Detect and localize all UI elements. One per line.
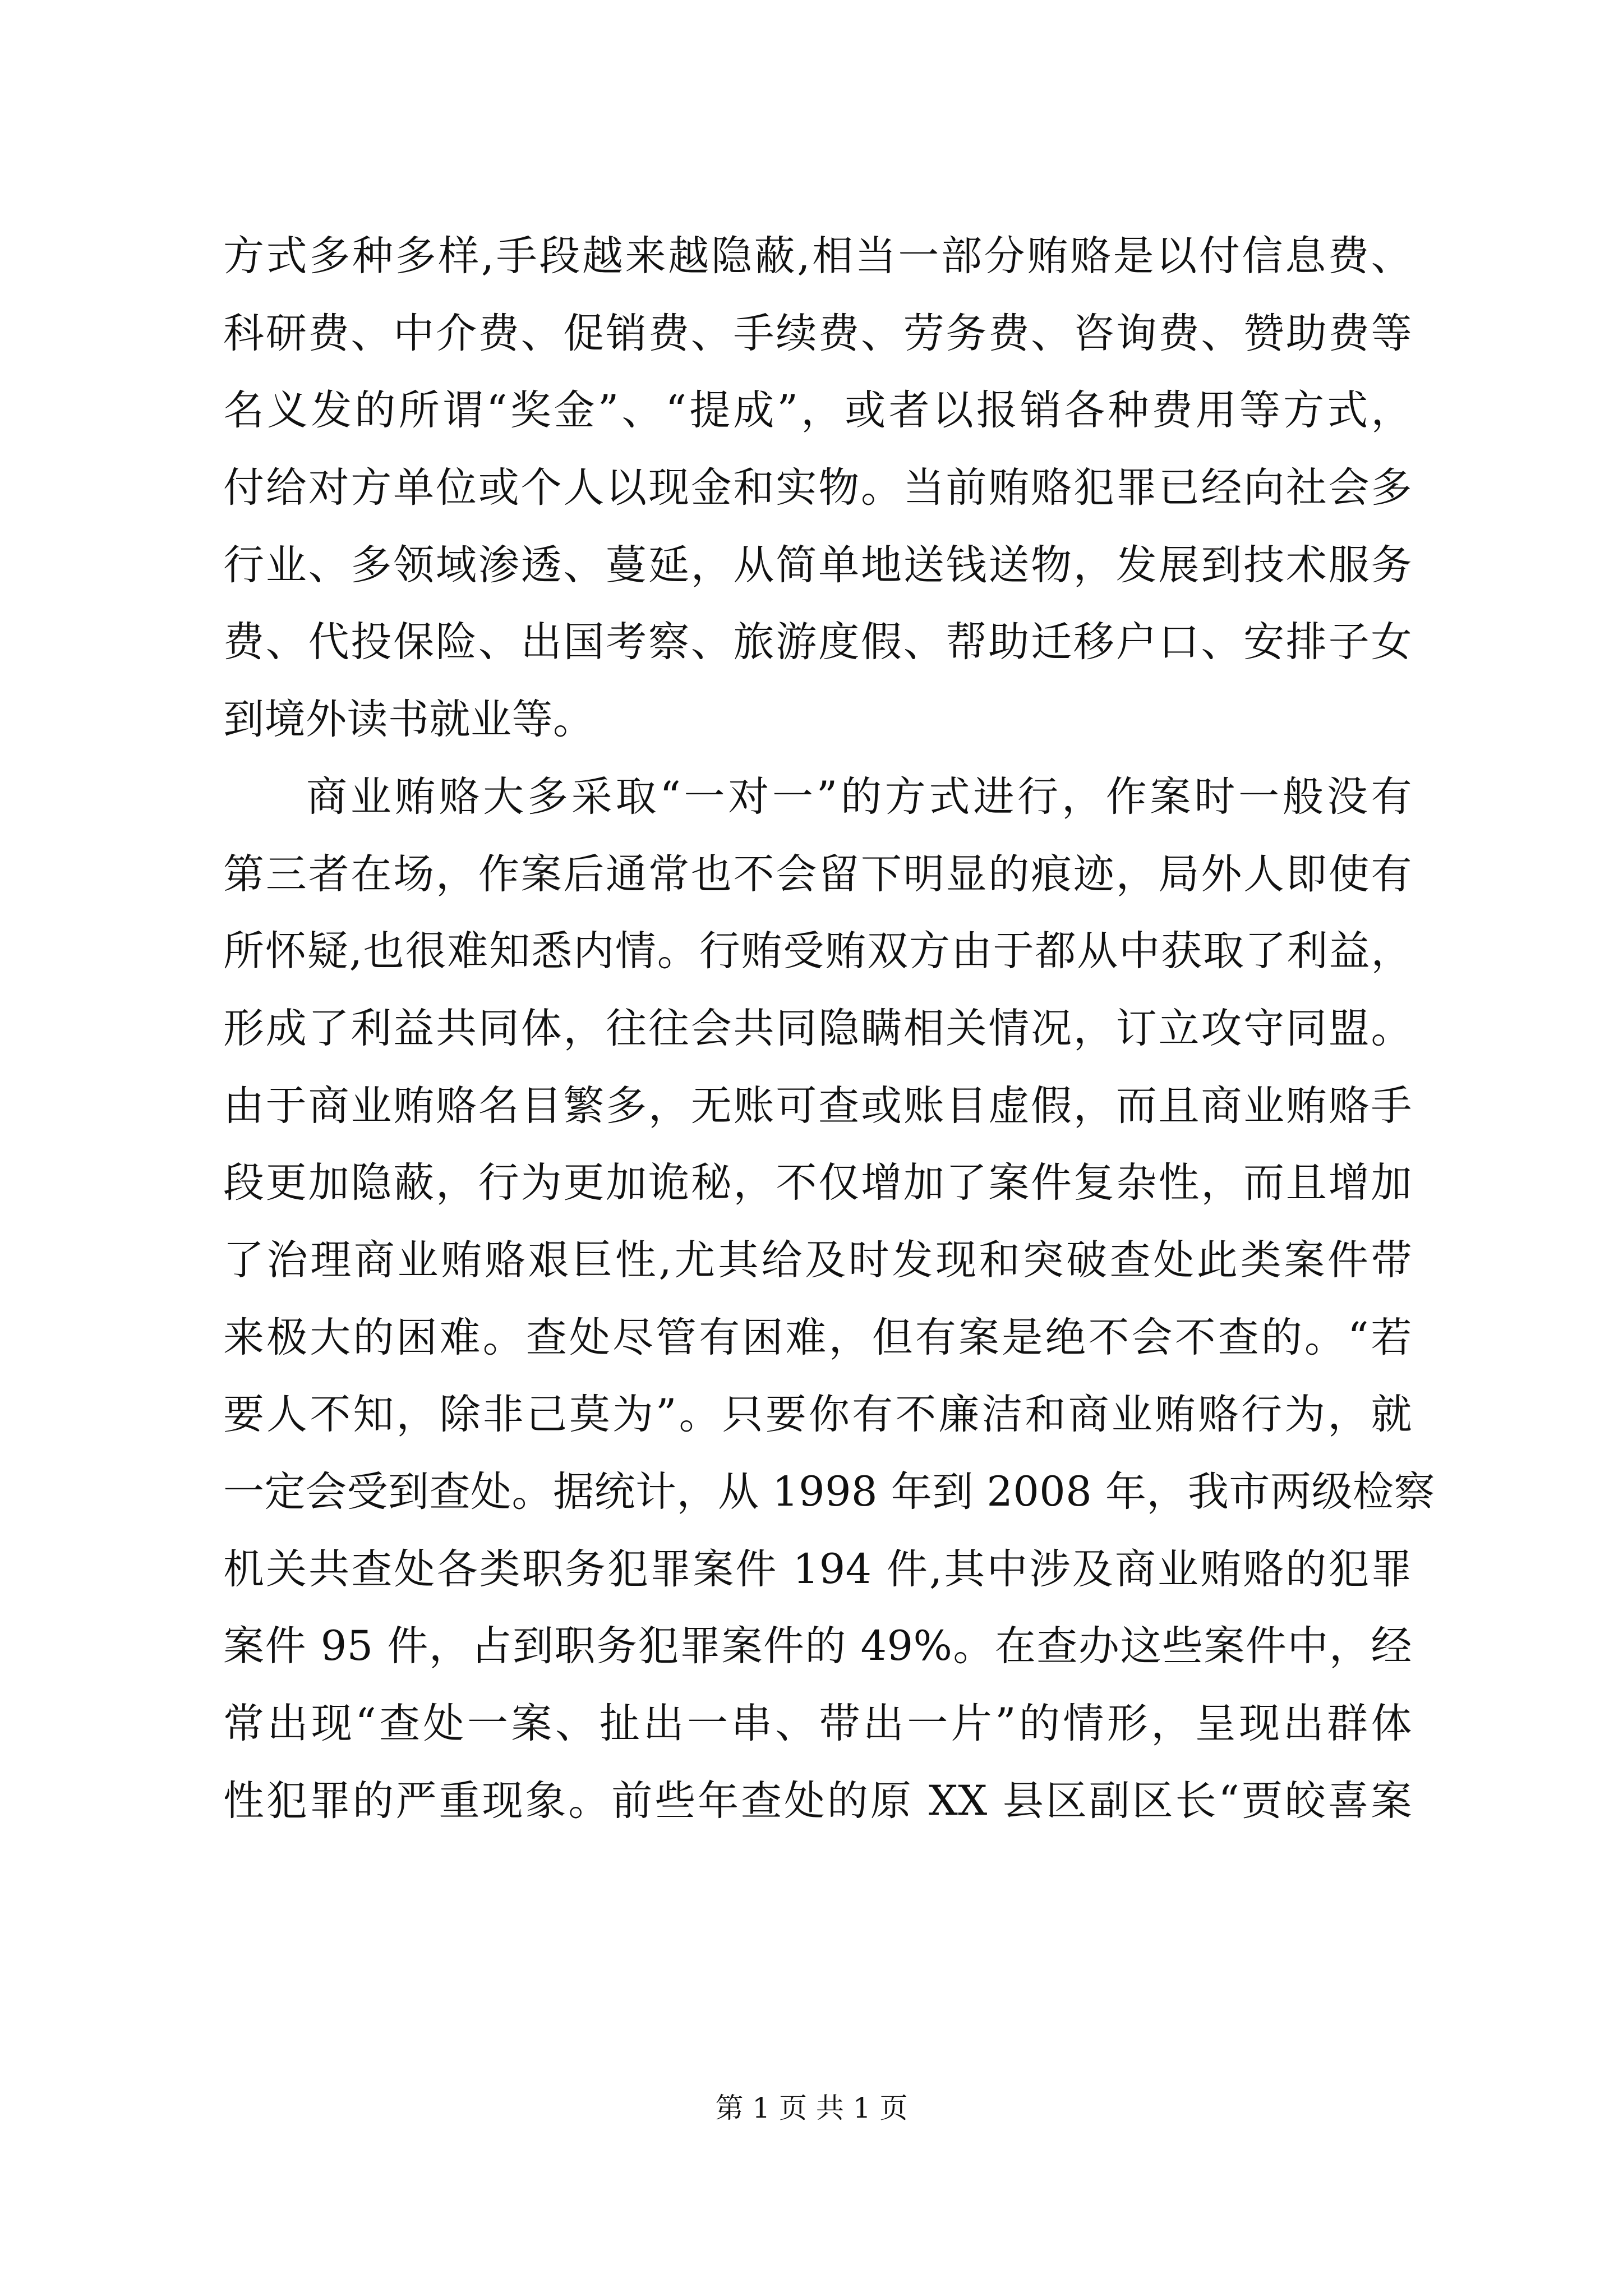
text-line: 到境外读书就业等。 — [223, 696, 594, 744]
document-body — [223, 218, 1435, 1839]
page-footer: 第 1 页 共 1 页 — [715, 2092, 908, 2124]
text-line: 由于商业贿赂名目繁多，无账可查或账目虚假，而且商业贿赂手 — [223, 1082, 1412, 1130]
text-line: 来极大的困难。查处尽管有困难，但有案是绝不会不查的。“若 — [223, 1313, 1412, 1361]
text-line: 行业、多领域渗透、蔓延，从简单地送钱送物，发展到技术服务 — [223, 541, 1412, 589]
text-line: 费、代投保险、出国考察、旅游度假、帮助迁移户口、安排子女 — [223, 618, 1412, 666]
text-line: 机关共查处各类职务犯罪案件 194 件,其中涉及商业贿赂的犯罪 — [223, 1545, 1412, 1593]
text-line: 案件 95 件，占到职务犯罪案件的 49%。在查办这些案件中，经 — [223, 1622, 1412, 1671]
text-line: 段更加隐蔽，行为更加诡秘，不仅增加了案件复杂性，而且增加 — [223, 1159, 1412, 1207]
text-line: 科研费、中介费、促销费、手续费、劳务费、咨询费、赞助费等 — [223, 309, 1412, 357]
text-line: 商业贿赂大多采取“一对一”的方式进行，作案时一般没有 — [306, 772, 1412, 821]
text-line: 方式多种多样,手段越来越隐蔽,相当一部分贿赂是以付信息费、 — [223, 232, 1412, 280]
text-line: 常出现“查处一案、扯出一串、带出一片”的情形，呈现出群体 — [223, 1700, 1412, 1748]
text-line: 形成了利益共同体，往往会共同隐瞒相关情况，订立攻守同盟。 — [223, 1004, 1412, 1052]
text-line: 付给对方单位或个人以现金和实物。当前贿赂犯罪已经向社会多 — [223, 464, 1412, 512]
text-line: 要人不知，除非己莫为”。只要你有不廉洁和商业贿赂行为，就 — [223, 1391, 1412, 1439]
text-line: 名义发的所谓“奖金”、“提成”，或者以报销各种费用等方式， — [223, 386, 1412, 435]
text-line: 所怀疑,也很难知悉内情。行贿受贿双方由于都从中获取了利益， — [223, 927, 1412, 976]
text-line: 了治理商业贿赂艰巨性,尤其给及时发现和突破查处此类案件带 — [223, 1236, 1412, 1284]
text-line: 性犯罪的严重现象。前些年查处的原 XX 县区副区长“贾皎喜案 — [223, 1777, 1412, 1825]
text-line: 第三者在场，作案后通常也不会留下明显的痕迹，局外人即使有 — [223, 850, 1412, 898]
text-line: 一定会受到查处。据统计，从 1998 年到 2008 年，我市两级检察 — [223, 1468, 1435, 1516]
